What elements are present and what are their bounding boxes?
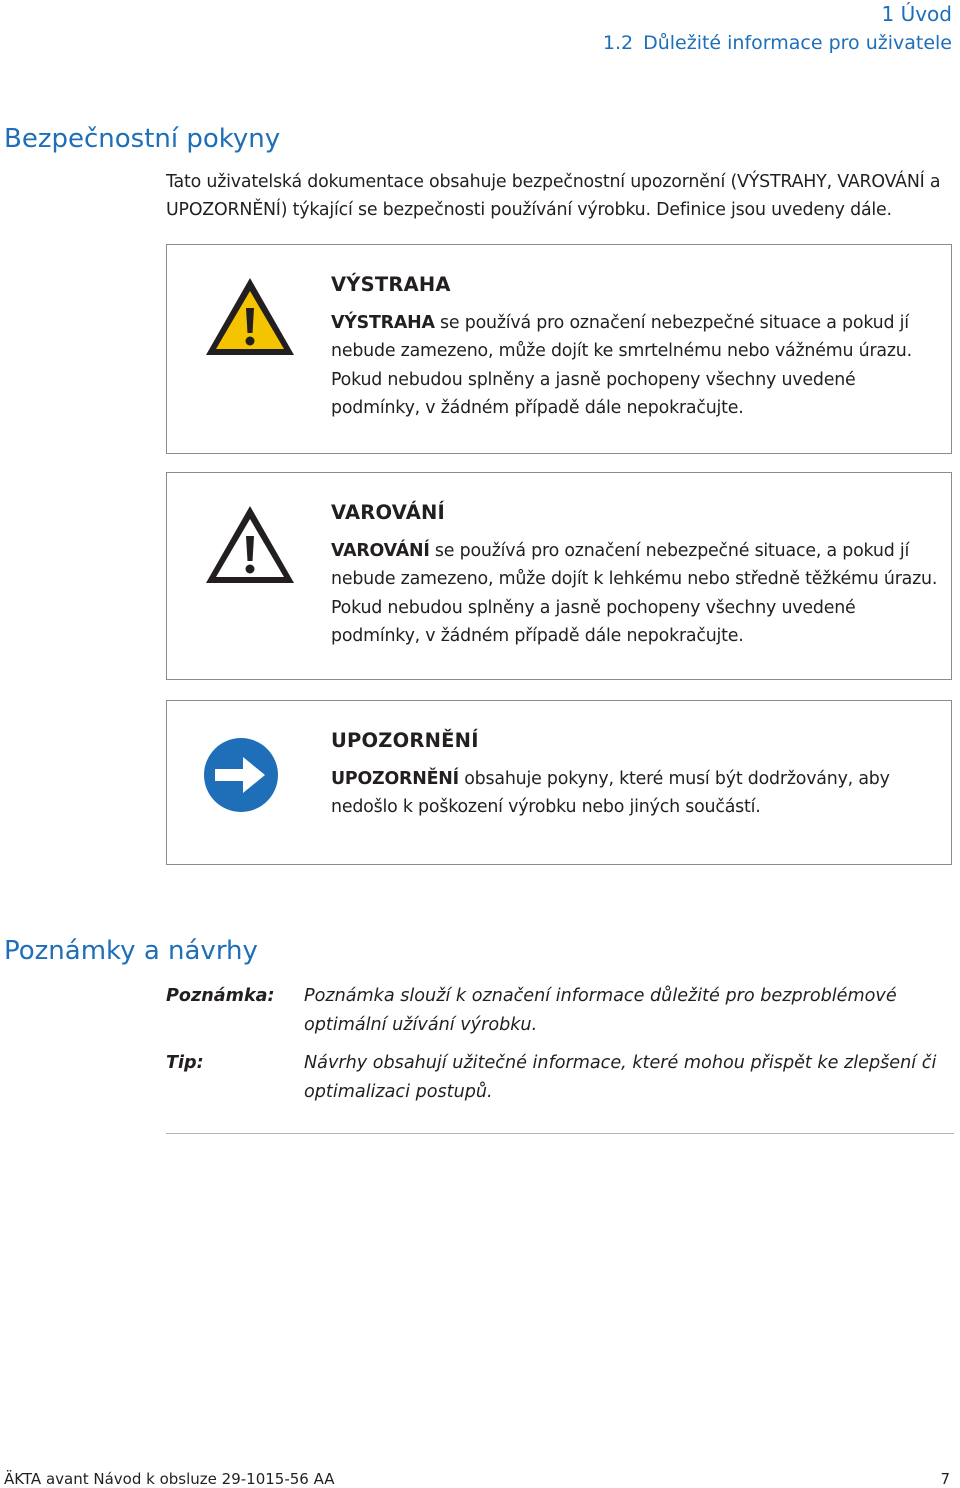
tip-item: [166, 1049, 956, 1106]
note-text: Poznámka slouží k označení informace důležité pro bezproblémové optimální užívání výrobku.: [304, 986, 897, 1035]
arrow-circle-blue-icon: [203, 737, 279, 813]
chapter-header: 1 Úvod: [881, 2, 952, 26]
notice-box: [166, 700, 952, 865]
warning-box: [166, 244, 952, 454]
footer-page-number: 7: [940, 1470, 950, 1488]
warning-text: [331, 309, 941, 423]
caution-text: [331, 537, 941, 651]
warning-body: se používá pro označení nebezpečné situace a pokud jí nebude zamezeno, může dojít ke smrtelnému nebo vážnému úrazu. Pokud nebudou splněny a jasně pochopeny všechny uvedené podmínky, v žádném případě dále nepokračujte.: [331, 312, 912, 418]
note-item: [166, 982, 956, 1039]
notice-lead: UPOZORNĚNÍ: [331, 768, 459, 789]
section-header: [603, 32, 952, 54]
note-label: Poznámka:: [166, 986, 275, 1006]
notes-list: [166, 982, 956, 1106]
warning-title: VÝSTRAHA: [331, 273, 451, 296]
warning-triangle-white-icon: [203, 503, 297, 587]
notice-body: obsahuje pokyny, které musí být dodržovány, aby nedošlo k poškození výrobku nebo jiných součástí.: [331, 768, 890, 817]
warning-lead: VÝSTRAHA: [331, 312, 435, 333]
safety-heading: Bezpečnostní pokyny: [4, 124, 281, 154]
warning-triangle-yellow-icon: [203, 275, 297, 359]
divider: [166, 1133, 954, 1134]
safety-intro: Tato uživatelská dokumentace obsahuje bezpečnostní upozornění (VÝSTRAHY, VAROVÁNÍ a UPOZORNĚNÍ) týkající se bezpečnosti používání výrobku. Definice jsou uvedeny dále.: [166, 172, 941, 220]
caution-title: VAROVÁNÍ: [331, 501, 445, 524]
tip-label: Tip:: [166, 1053, 204, 1073]
tip-text: Návrhy obsahují užitečné informace, které mohou přispět ke zlepšení či optimalizaci postupů.: [304, 1053, 937, 1102]
section-title: Důležité informace pro uživatele: [643, 32, 952, 54]
caution-box: [166, 472, 952, 680]
notice-text: [331, 765, 941, 822]
caution-lead: VAROVÁNÍ: [331, 540, 430, 561]
caution-body: se používá pro označení nebezpečné situace, a pokud jí nebude zamezeno, může dojít k lehkému nebo středně těžkému úrazu. Pokud nebudou splněny a jasně pochopeny všechny uvedené podmínky, v žádném případě dále nepokračujte.: [331, 540, 938, 646]
notes-heading: Poznámky a návrhy: [4, 936, 258, 966]
footer-document-title: ÄKTA avant Návod k obsluze 29-1015-56 AA: [4, 1470, 335, 1488]
notice-title: UPOZORNĚNÍ: [331, 729, 479, 752]
section-number: 1.2: [602, 32, 634, 54]
